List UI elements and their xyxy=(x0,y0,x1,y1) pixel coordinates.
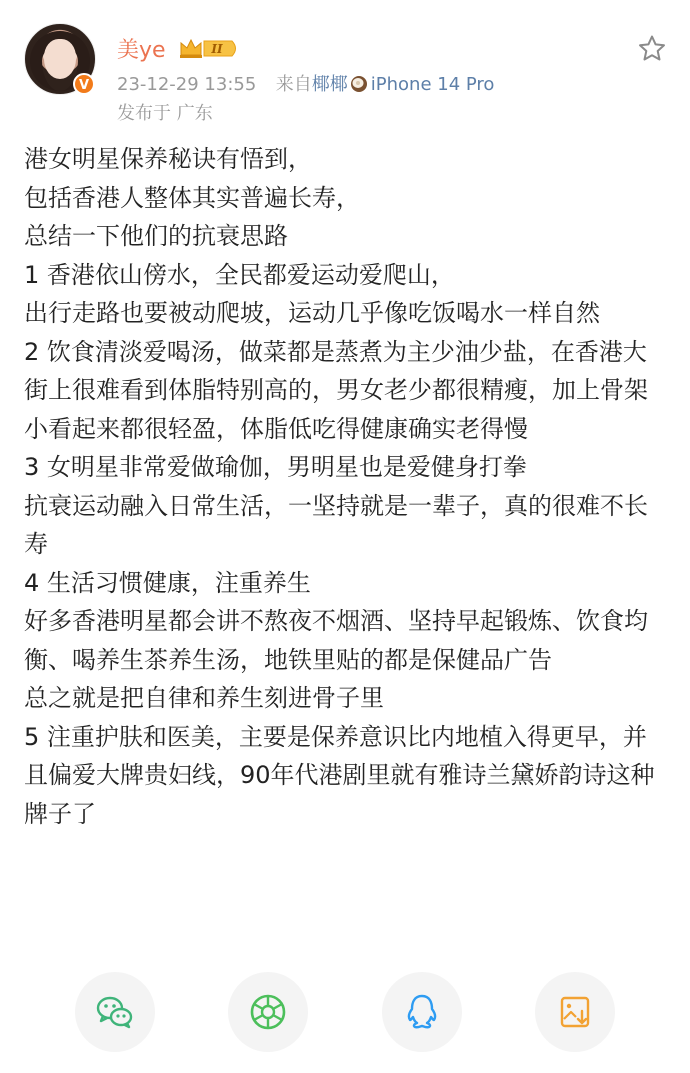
post-line: 5 注重护肤和医美，主要是保养意识比内地植入得更早，并且偏爱大牌贵妇线，90年代港剧里就有雅诗兰黛娇韵诗这种牌子了 xyxy=(24,722,655,828)
post-meta xyxy=(117,70,494,96)
post-line: 好多香港明星都会讲不熬夜不烟酒、坚持早起锻炼、饮食均衡、喝养生茶养生汤，地铁里贴的都是保健品广告 xyxy=(24,607,648,674)
post-header xyxy=(0,0,690,130)
share-actions-bar xyxy=(0,970,690,1060)
vip-crown-badge-icon[interactable] xyxy=(178,37,242,60)
post-line: 抗衰运动融入日常生活，一坚持就是一辈子，真的很难不长寿 xyxy=(24,491,648,558)
source-app-link[interactable]: 椰椰 xyxy=(311,74,348,95)
post-timestamp: 23-12-29 13:55 xyxy=(117,74,257,95)
verified-badge-icon: V xyxy=(73,73,95,95)
post-line: 总结一下他们的抗衰思路 xyxy=(24,222,288,250)
post-line: 4 生活习惯健康，注重养生 xyxy=(24,568,311,597)
favorite-star-icon[interactable] xyxy=(636,33,668,65)
wechat-icon xyxy=(94,991,136,1033)
post-content xyxy=(24,140,664,833)
share-wechat-button[interactable] xyxy=(75,972,155,1052)
post-line: 港女明星保养秘诀有悟到， xyxy=(24,145,312,173)
qq-icon xyxy=(401,991,443,1033)
save-image-icon xyxy=(554,991,596,1033)
share-qq-button[interactable] xyxy=(382,972,462,1052)
post-line: 1 香港依山傍水，全民都爱运动爱爬山， xyxy=(24,260,455,289)
share-moments-button[interactable] xyxy=(228,972,308,1052)
source-prefix: 来自 xyxy=(275,74,312,95)
moments-icon xyxy=(247,991,289,1033)
avatar-face xyxy=(44,39,76,79)
post-line: 出行走路也要被动爬坡，运动几乎像吃饭喝水一样自然 xyxy=(24,299,600,327)
vip-level-text: II xyxy=(211,42,223,56)
post-line: 总之就是把自律和养生刻进骨子里 xyxy=(24,684,384,712)
coconut-icon xyxy=(350,75,368,93)
post-line: 2 饮食清淡爱喝汤，做菜都是蒸煮为主少油少盐，在香港大街上很难看到体脂特别高的，男女老少都很精瘦，加上骨架小看起来都很轻盈，体脂低吃得健康确实老得慢 xyxy=(24,337,648,443)
save-image-button[interactable] xyxy=(535,972,615,1052)
source-device-link[interactable]: iPhone 14 Pro xyxy=(370,74,495,95)
post-location: 发布于 广东 xyxy=(117,103,213,124)
post-line: 包括香港人整体其实普遍长寿， xyxy=(24,183,360,212)
post-line: 3 女明星非常爱做瑜伽，男明星也是爱健身打拳 xyxy=(24,453,527,481)
username[interactable]: 美ye xyxy=(117,38,166,63)
